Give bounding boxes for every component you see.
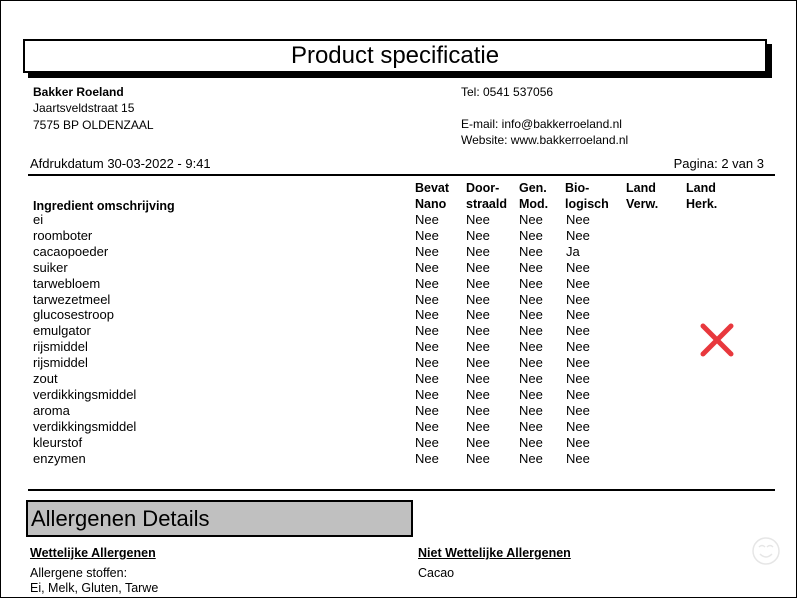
cell-doorstraald: Nee [466,418,490,434]
cell-doorstraald: Nee [466,227,490,243]
company-name: Bakker Roeland [33,85,124,99]
col-header-genmod: Gen. Mod. [519,181,549,211]
cell-doorstraald: Nee [466,355,490,371]
cell-biologisch: Nee [566,371,590,386]
cell-bevat-nano: Nee [415,450,439,466]
legal-allergens-label: Allergene stoffen: [30,566,128,580]
cell-bevat-nano: Nee [415,402,439,418]
cell-doorstraald: Nee [466,307,490,323]
col-header-land-herk: Land Herk. [686,181,718,211]
table-row [0,292,797,308]
table-row [0,355,797,371]
cell-doorstraald: Nee [466,339,490,355]
cell-gen-mod: Nee [519,259,543,275]
cell-bevat-nano: Nee [415,291,439,307]
cell-gen-mod: Nee [519,227,543,243]
cell-gen-mod: Nee [519,307,543,323]
company-street: Jaartsveldstraat 15 [33,101,135,115]
cell-bevat-nano: Nee [415,307,439,323]
col-header-ingredient: Ingredient omschrijving [33,199,175,213]
legal-allergens-value: Ei, Melk, Gluten, Tarwe [30,581,159,595]
cell-biologisch: Ja [566,243,580,259]
header-divider [28,174,775,176]
cell-biologisch: Nee [566,402,590,418]
cell-biologisch: Nee [566,307,590,323]
cell-ingredient: rijsmiddel [33,339,88,355]
cell-ingredient: verdikkingsmiddel [33,386,137,402]
cell-bevat-nano: Nee [415,212,439,227]
smiley-icon[interactable] [751,536,781,566]
cell-gen-mod: Nee [519,212,543,227]
cell-gen-mod: Nee [519,434,543,450]
table-row [0,323,797,339]
table-row [0,451,797,467]
cell-biologisch: Nee [566,212,590,227]
col-header-doorstraald: Door- straald [466,181,507,211]
cell-bevat-nano: Nee [415,227,439,243]
cell-doorstraald: Nee [466,450,490,466]
cell-ingredient: kleurstof [33,434,83,450]
table-row [0,244,797,260]
cell-biologisch: Nee [566,450,590,466]
cell-doorstraald: Nee [466,323,490,339]
cell-doorstraald: Nee [466,212,490,227]
cell-bevat-nano: Nee [415,371,439,386]
cell-ingredient: suiker [33,259,68,275]
table-row [0,307,797,323]
cell-bevat-nano: Nee [415,323,439,339]
cell-ingredient: aroma [33,402,70,418]
col-header-biologisch: Bio- logisch [565,181,609,211]
cell-doorstraald: Nee [466,259,490,275]
close-icon [700,323,734,357]
contact-tel: Tel: 0541 537056 [461,85,554,99]
allergen-section-title: Allergenen Details [26,500,413,537]
cell-bevat-nano: Nee [415,355,439,371]
cell-doorstraald: Nee [466,386,490,402]
col-header-nano: Bevat Nano [415,181,450,211]
cell-bevat-nano: Nee [415,275,439,291]
table-row [0,387,797,403]
cell-gen-mod: Nee [519,371,543,386]
non-legal-allergens-value: Cacao [418,566,455,580]
cell-gen-mod: Nee [519,243,543,259]
cell-biologisch: Nee [566,386,590,402]
cell-gen-mod: Nee [519,450,543,466]
cell-ingredient: zout [33,371,58,386]
table-row [0,260,797,276]
cell-ingredient: tarwezetmeel [33,291,111,307]
col-header-land-verw: Land Verw. [626,181,659,211]
table-row [0,339,797,355]
cell-biologisch: Nee [566,418,590,434]
cell-gen-mod: Nee [519,418,543,434]
cell-ingredient: cacaopoeder [33,243,109,259]
cell-biologisch: Nee [566,291,590,307]
cell-ingredient: ei [33,212,44,227]
cell-doorstraald: Nee [466,434,490,450]
cell-ingredient: tarwebloem [33,275,101,291]
cell-biologisch: Nee [566,275,590,291]
cell-bevat-nano: Nee [415,339,439,355]
table-row [0,419,797,435]
cell-biologisch: Nee [566,355,590,371]
cell-doorstraald: Nee [466,371,490,386]
cell-bevat-nano: Nee [415,386,439,402]
cell-ingredient: roomboter [33,227,93,243]
table-row [0,403,797,419]
cell-biologisch: Nee [566,339,590,355]
print-date: Afdrukdatum 30-03-2022 - 9:41 [30,156,211,171]
company-city: 7575 BP OLDENZAAL [33,118,154,132]
cell-gen-mod: Nee [519,291,543,307]
cell-gen-mod: Nee [519,386,543,402]
table-divider [28,489,775,491]
cell-biologisch: Nee [566,323,590,339]
cell-bevat-nano: Nee [415,434,439,450]
contact-website: Website: www.bakkerroeland.nl [461,133,629,147]
table-row [0,212,797,228]
page-title: Product specificatie [23,39,767,73]
cell-biologisch: Nee [566,434,590,450]
cell-gen-mod: Nee [519,339,543,355]
table-row [0,228,797,244]
page-number: Pagina: 2 van 3 [673,156,764,171]
table-row [0,371,797,387]
contact-email: E-mail: info@bakkerroeland.nl [461,117,622,131]
cell-doorstraald: Nee [466,243,490,259]
cell-ingredient: enzymen [33,450,86,466]
cell-doorstraald: Nee [466,402,490,418]
cell-ingredient: glucosestroop [33,307,114,323]
cell-gen-mod: Nee [519,323,543,339]
cell-doorstraald: Nee [466,275,490,291]
cell-ingredient: emulgator [33,323,91,339]
table-row [0,435,797,451]
cell-gen-mod: Nee [519,275,543,291]
non-legal-allergens-title: Niet Wettelijke Allergenen [418,546,571,560]
cell-ingredient: verdikkingsmiddel [33,418,137,434]
cell-doorstraald: Nee [466,291,490,307]
cell-bevat-nano: Nee [415,243,439,259]
cell-bevat-nano: Nee [415,259,439,275]
table-row [0,276,797,292]
cell-biologisch: Nee [566,227,590,243]
legal-allergens-title: Wettelijke Allergenen [30,546,156,560]
cell-gen-mod: Nee [519,402,543,418]
cell-ingredient: rijsmiddel [33,355,88,371]
cell-bevat-nano: Nee [415,418,439,434]
cell-biologisch: Nee [566,259,590,275]
cell-gen-mod: Nee [519,355,543,371]
